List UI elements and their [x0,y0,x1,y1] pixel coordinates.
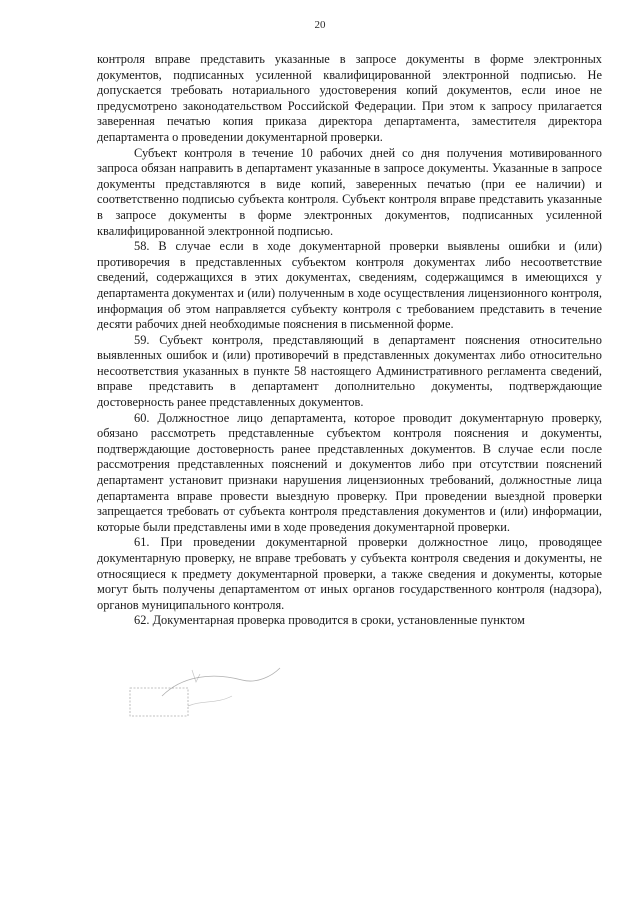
stamp-frame [130,688,188,716]
paragraph-subject-obligation: Субъект контроля в течение 10 рабочих дней со дня получения мотивированного запроса обязан направить в департамент указанные в запросе документы. Указанные в запросе документы представляются в виде копий, заверенных печатью (при ее наличии) и соответственно подписью субъекта контроля. Субъект контроля вправе представить указанные в запросе документы в форме электронных документов, подписанных усиленной квалифицированной электронной подписью. [97,145,602,238]
paragraph-continuation: контроля вправе представить указанные в запросе документы в форме электронных документов, подписанных усиленной квалифицированной электронной подписью. Не допускается требовать нотариального удостоверения копий документов, если иное не предусмотрено законодательством Российской Федерации. При этом к запросу прилагается заверенная печатью копия приказа директора департамента, заместителя директора департамента о проведении документарной проверки. [97,52,602,144]
paragraph-58: 58. В случае если в ходе документарной проверки выявлены ошибки и (или) противоречия в представленных субъектом контроля документах либо несоответствие сведений, содержащихся в этих документах, сведениям, содержащимся в имеющихся у департамента документах и (или) полученным в ходе осуществления лицензионного контроля, информация об этом направляется субъекту контроля с требованием представить в течение десяти рабочих дней необходимые пояснения в письменной форме. [97,239,602,332]
signature-stroke [162,668,280,696]
paragraph-59: 59. Субъект контроля, представляющий в департамент пояснения относительно выявленных ошибок и (или) противоречий в представленных документах либо относительно несоответствия указанных в пункте 58 настоящего Административного регламента сведений, вправе представить в департамент дополнительно документы, подтверждающие достоверность ранее представленных документов. [97,332,602,410]
paragraph-60: 60. Должностное лицо департамента, которое проводит документарную проверку, обязано рассмотреть представленные субъектом контроля пояснения и документы, подтверждающие достоверность ранее представленных документов. В случае если после рассмотрения представленных пояснений и документов либо при отсутствии пояснений департамент установит признаки нарушения лицензионных требований, должностные лица департамента вправе провести выездную проверку. При проведении выездной проверки запрещается требовать от субъекта контроля представления документов и (или) информации, которые были представлены ими в ходе проведения документарной проверки. [97,410,602,534]
paragraph-62: 62. Документарная проверка проводится в сроки, установленные пунктом [134,613,525,628]
signature-stroke-2 [188,696,232,706]
signature-tick [192,670,200,682]
page-number: 20 [314,19,326,31]
document-body [97,52,602,629]
stamp-mark [122,666,282,722]
paragraph-61: 61. При проведении документарной проверки должностное лицо, проводящее документарную проверку, не вправе требовать у субъекта контроля сведения и документы, не относящиеся к предмету документарной проверки, а также сведения и документы, которые могут быть получены департаментом от иных органов государственного контроля (надзора), органов муниципального контроля. [97,535,602,612]
